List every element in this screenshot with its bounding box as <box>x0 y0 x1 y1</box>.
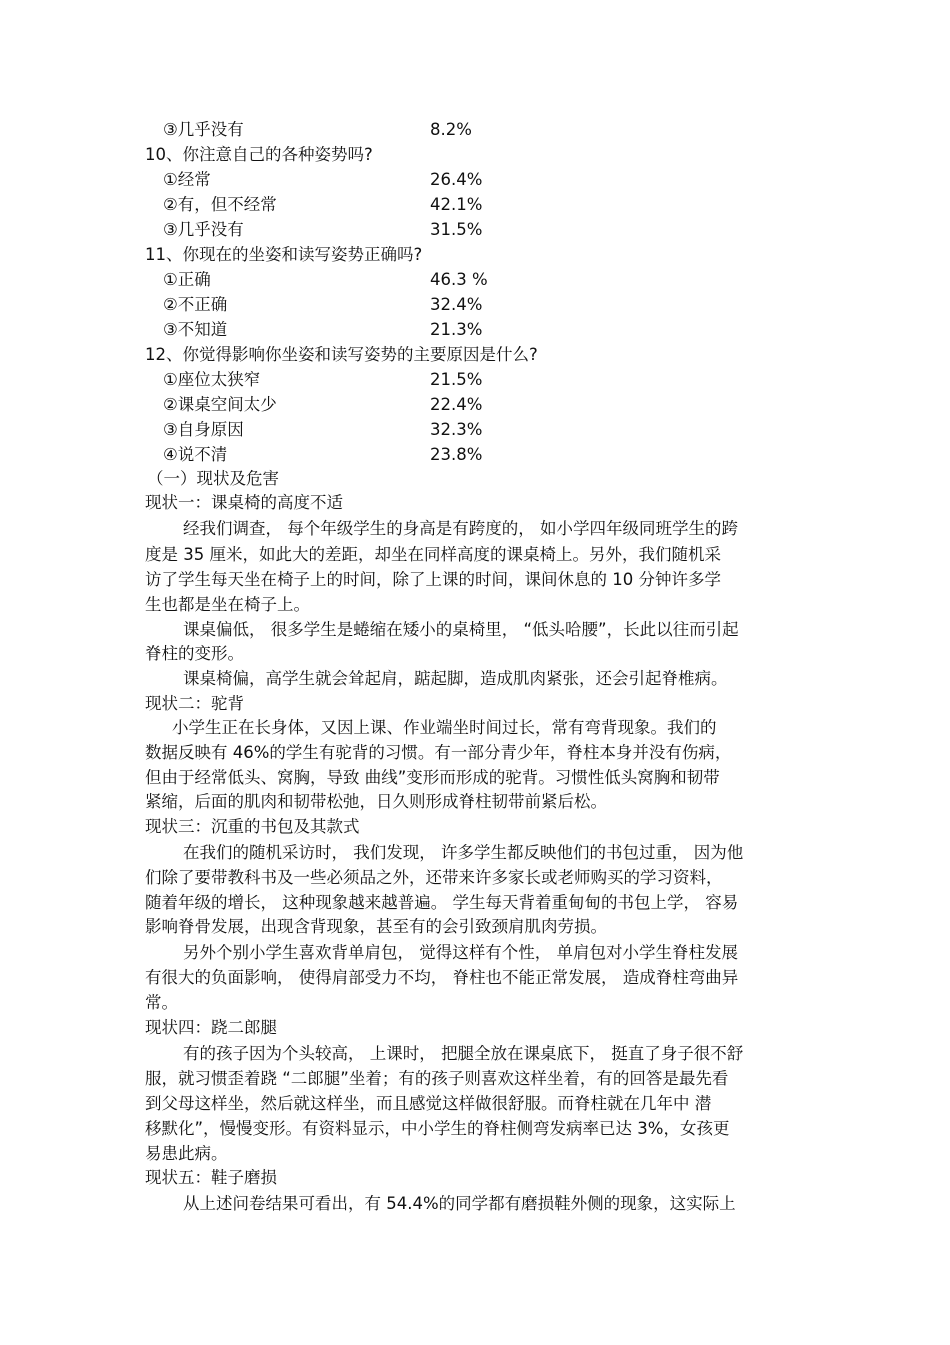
paragraph-line: 脊柱的变形。 <box>145 644 244 663</box>
option-label: ④说不清 <box>163 445 228 464</box>
paragraph-line: 紧缩，后面的肌肉和韧带松弛，日久则形成脊柱韧带前紧后松。 <box>145 792 607 811</box>
option-label: ③几乎没有 <box>163 120 244 139</box>
option-label: ①正确 <box>163 270 211 289</box>
paragraph-line: 到父母这样坐，然后就这样坐，而且感觉这样做很舒服。而脊柱就在几年中 潜 <box>145 1094 712 1113</box>
option-label: ②有，但不经常 <box>163 195 277 214</box>
option-percent: 42.1% <box>430 195 483 214</box>
option-label: ③自身原因 <box>163 420 244 439</box>
paragraph-line: 从上述问卷结果可看出，有 54.4%的同学都有磨损鞋外侧的现象，这实际上 <box>183 1194 736 1213</box>
paragraph-line: 数据反映有 46%的学生有驼背的习惯。有一部分青少年，脊柱本身并没有伤病， <box>145 743 732 762</box>
paragraph-line: 访了学生每天坐在椅子上的时间，除了上课的时间，课间休息的 10 分钟许多学 <box>145 570 721 589</box>
paragraph-line: 易患此病。 <box>145 1144 228 1163</box>
survey-question: 12、你觉得影响你坐姿和读写姿势的主要原因是什么? <box>145 345 538 364</box>
paragraph-line: 有的孩子因为个头较高， 上课时， 把腿全放在课桌底下， 挺直了身子很不舒 <box>183 1044 744 1063</box>
option-percent: 8.2% <box>430 120 472 139</box>
option-percent: 46.3 % <box>430 270 488 289</box>
option-percent: 22.4% <box>430 395 483 414</box>
option-label: ②课桌空间太少 <box>163 395 277 414</box>
survey-question: 10、你注意自己的各种姿势吗? <box>145 145 373 164</box>
paragraph-line: 在我们的随机采访时， 我们发现， 许多学生都反映他们的书包过重， 因为他 <box>183 843 744 862</box>
option-percent: 21.5% <box>430 370 483 389</box>
option-percent: 32.3% <box>430 420 483 439</box>
paragraph-line: 课桌偏低， 很多学生是蜷缩在矮小的桌椅里， “低头哈腰”，长此以往而引起 <box>183 620 739 639</box>
subsection-heading: 现状四：跷二郎腿 <box>145 1018 277 1037</box>
option-label: ①经常 <box>163 170 211 189</box>
option-percent: 31.5% <box>430 220 483 239</box>
paragraph-line: 们除了要带教科书及一些必须品之外，还带来许多家长或老师购买的学习资料， <box>145 868 723 887</box>
option-label: ③不知道 <box>163 320 228 339</box>
paragraph-line: 但由于经常低头、窝胸，导致 曲线”变形而形成的驼背。习惯性低头窝胸和韧带 <box>145 768 720 787</box>
paragraph-line: 影响脊骨发展，出现含背现象，甚至有的会引致颈肩肌肉劳损。 <box>145 917 607 936</box>
option-percent: 26.4% <box>430 170 483 189</box>
option-percent: 32.4% <box>430 295 483 314</box>
option-label: ①座位太狭窄 <box>163 370 261 389</box>
subsection-heading: 现状二：驼背 <box>145 694 244 713</box>
paragraph-line: 度是 35 厘米，如此大的差距，却坐在同样高度的课桌椅上。另外，我们随机采 <box>145 545 721 564</box>
paragraph-line: 小学生正在长身体，又因上课、作业端坐时间过长，常有弯背现象。我们的 <box>172 718 717 737</box>
option-label: ②不正确 <box>163 295 228 314</box>
paragraph-line: 移默化”，慢慢变形。有资料显示，中小学生的脊柱侧弯发病率已达 3%，女孩更 <box>145 1119 730 1138</box>
paragraph-line: 生也都是坐在椅子上。 <box>145 595 310 614</box>
paragraph-line: 经我们调查， 每个年级学生的身高是有跨度的， 如小学四年级同班学生的跨 <box>183 519 738 538</box>
paragraph-line: 服，就习惯歪着跷 “二郎腿”坐着；有的孩子则喜欢这样坐着，有的回答是最先看 <box>145 1069 729 1088</box>
paragraph-line: 常。 <box>145 993 178 1012</box>
paragraph-line: 课桌椅偏，高学生就会耸起肩，踮起脚，造成肌肉紧张，还会引起脊椎病。 <box>183 669 728 688</box>
option-percent: 21.3% <box>430 320 483 339</box>
option-percent: 23.8% <box>430 445 483 464</box>
survey-question: 11、你现在的坐姿和读写姿势正确吗? <box>145 245 423 264</box>
section-heading: （一）现状及危害 <box>147 469 279 488</box>
paragraph-line: 有很大的负面影响， 使得肩部受力不均， 脊柱也不能正常发展， 造成脊柱弯曲异 <box>145 968 739 987</box>
subsection-heading: 现状五：鞋子磨损 <box>145 1168 277 1187</box>
subsection-heading: 现状三：沉重的书包及其款式 <box>145 817 360 836</box>
option-label: ③几乎没有 <box>163 220 244 239</box>
paragraph-line: 另外个别小学生喜欢背单肩包， 觉得这样有个性， 单肩包对小学生脊柱发展 <box>183 943 738 962</box>
subsection-heading: 现状一：课桌椅的高度不适 <box>145 493 343 512</box>
paragraph-line: 随着年级的增长， 这种现象越来越普遍。 学生每天背着重甸甸的书包上学， 容易 <box>145 893 739 912</box>
